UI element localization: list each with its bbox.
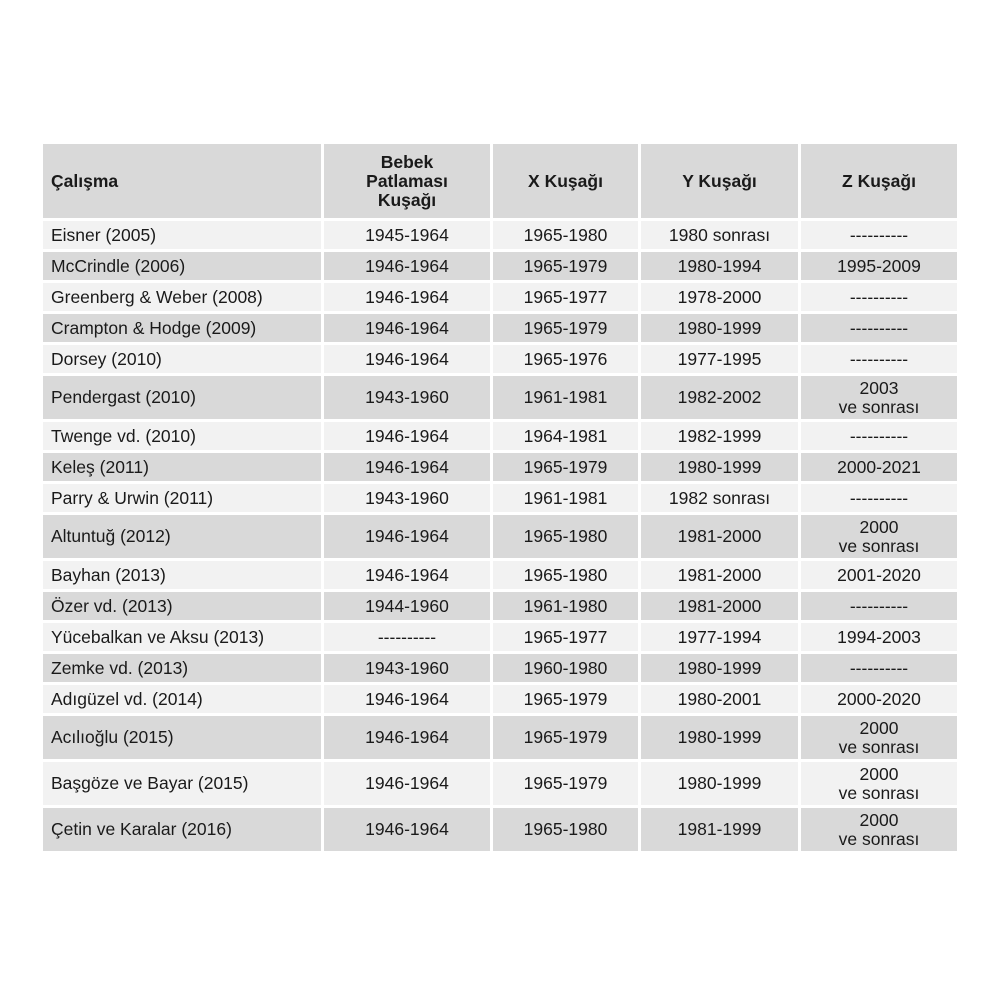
table-row — [43, 685, 957, 716]
cell-gen-x: 1965-1979 — [493, 762, 641, 808]
cell-gen-y: 1980 sonrası — [641, 221, 801, 252]
cell-study: Eisner (2005) — [43, 221, 324, 252]
cell-gen-z: 1995-2009 — [801, 252, 957, 283]
cell-gen-x: 1965-1977 — [493, 623, 641, 654]
table-row — [43, 515, 957, 561]
cell-gen-y: 1981-1999 — [641, 808, 801, 854]
cell-baby-boomers: 1946-1964 — [324, 716, 493, 762]
table-row — [43, 221, 957, 252]
cell-gen-z: 2001-2020 — [801, 561, 957, 592]
cell-study: Zemke vd. (2013) — [43, 654, 324, 685]
cell-gen-z: ---------- — [801, 654, 957, 685]
cell-study: Adıgüzel vd. (2014) — [43, 685, 324, 716]
cell-gen-x: 1961-1981 — [493, 376, 641, 422]
cell-gen-z: 2000 ve sonrası — [801, 716, 957, 762]
table-row — [43, 762, 957, 808]
cell-gen-z: ---------- — [801, 283, 957, 314]
cell-gen-x: 1965-1980 — [493, 561, 641, 592]
cell-gen-y: 1980-1999 — [641, 654, 801, 685]
cell-gen-x: 1964-1981 — [493, 422, 641, 453]
cell-gen-y: 1977-1994 — [641, 623, 801, 654]
cell-study: Greenberg & Weber (2008) — [43, 283, 324, 314]
table-row — [43, 592, 957, 623]
cell-study: Altuntuğ (2012) — [43, 515, 324, 561]
cell-baby-boomers: 1946-1964 — [324, 314, 493, 345]
cell-gen-x: 1965-1976 — [493, 345, 641, 376]
cell-study: Twenge vd. (2010) — [43, 422, 324, 453]
table-body — [43, 221, 957, 854]
cell-gen-y: 1981-2000 — [641, 561, 801, 592]
cell-study: Crampton & Hodge (2009) — [43, 314, 324, 345]
header-gen-x: X Kuşağı — [493, 144, 641, 221]
cell-study: Özer vd. (2013) — [43, 592, 324, 623]
cell-gen-y: 1978-2000 — [641, 283, 801, 314]
cell-baby-boomers: 1946-1964 — [324, 453, 493, 484]
cell-gen-z: ---------- — [801, 221, 957, 252]
cell-baby-boomers: 1946-1964 — [324, 345, 493, 376]
table-row — [43, 808, 957, 854]
cell-gen-x: 1965-1977 — [493, 283, 641, 314]
cell-gen-y: 1982-1999 — [641, 422, 801, 453]
cell-gen-x: 1961-1981 — [493, 484, 641, 515]
cell-baby-boomers: 1943-1960 — [324, 484, 493, 515]
cell-gen-z: ---------- — [801, 314, 957, 345]
cell-gen-z: 2000 ve sonrası — [801, 762, 957, 808]
header-study: Çalışma — [43, 144, 324, 221]
cell-baby-boomers: 1944-1960 — [324, 592, 493, 623]
header-gen-z: Z Kuşağı — [801, 144, 957, 221]
cell-baby-boomers: 1946-1964 — [324, 422, 493, 453]
cell-gen-x: 1965-1980 — [493, 221, 641, 252]
cell-gen-z: 1994-2003 — [801, 623, 957, 654]
cell-baby-boomers: 1946-1964 — [324, 561, 493, 592]
header-gen-y: Y Kuşağı — [641, 144, 801, 221]
cell-gen-z: 2000 ve sonrası — [801, 808, 957, 854]
cell-gen-z: ---------- — [801, 592, 957, 623]
cell-gen-z: 2000-2020 — [801, 685, 957, 716]
header-baby-boomers: Bebek Patlaması Kuşağı — [324, 144, 493, 221]
table-row — [43, 654, 957, 685]
cell-baby-boomers: 1946-1964 — [324, 762, 493, 808]
table-row — [43, 314, 957, 345]
table-header — [43, 144, 957, 221]
cell-gen-y: 1980-2001 — [641, 685, 801, 716]
cell-gen-x: 1960-1980 — [493, 654, 641, 685]
table-row — [43, 484, 957, 515]
cell-gen-x: 1965-1980 — [493, 515, 641, 561]
cell-gen-x: 1965-1979 — [493, 716, 641, 762]
cell-gen-y: 1977-1995 — [641, 345, 801, 376]
cell-gen-y: 1980-1999 — [641, 314, 801, 345]
cell-gen-x: 1965-1980 — [493, 808, 641, 854]
table-row — [43, 252, 957, 283]
cell-gen-z: ---------- — [801, 484, 957, 515]
cell-gen-y: 1980-1999 — [641, 453, 801, 484]
cell-gen-z: 2003 ve sonrası — [801, 376, 957, 422]
cell-gen-y: 1980-1999 — [641, 762, 801, 808]
cell-gen-x: 1965-1979 — [493, 252, 641, 283]
cell-gen-z: ---------- — [801, 345, 957, 376]
cell-study: Pendergast (2010) — [43, 376, 324, 422]
cell-gen-y: 1980-1999 — [641, 716, 801, 762]
cell-gen-z: ---------- — [801, 422, 957, 453]
cell-baby-boomers: 1945-1964 — [324, 221, 493, 252]
table-row — [43, 561, 957, 592]
cell-study: Başgöze ve Bayar (2015) — [43, 762, 324, 808]
table-row — [43, 345, 957, 376]
header-row — [43, 144, 957, 221]
table-row — [43, 422, 957, 453]
table-row — [43, 623, 957, 654]
cell-baby-boomers: 1943-1960 — [324, 376, 493, 422]
cell-baby-boomers: 1946-1964 — [324, 808, 493, 854]
cell-gen-x: 1965-1979 — [493, 685, 641, 716]
cell-gen-x: 1965-1979 — [493, 453, 641, 484]
cell-study: Dorsey (2010) — [43, 345, 324, 376]
cell-gen-x: 1961-1980 — [493, 592, 641, 623]
table-row — [43, 376, 957, 422]
table-row — [43, 453, 957, 484]
cell-study: McCrindle (2006) — [43, 252, 324, 283]
cell-baby-boomers: ---------- — [324, 623, 493, 654]
cell-gen-y: 1980-1994 — [641, 252, 801, 283]
cell-study: Bayhan (2013) — [43, 561, 324, 592]
cell-study: Keleş (2011) — [43, 453, 324, 484]
cell-study: Acılıoğlu (2015) — [43, 716, 324, 762]
cell-gen-x: 1965-1979 — [493, 314, 641, 345]
cell-study: Parry & Urwin (2011) — [43, 484, 324, 515]
cell-baby-boomers: 1946-1964 — [324, 685, 493, 716]
cell-gen-y: 1981-2000 — [641, 515, 801, 561]
cell-gen-z: 2000 ve sonrası — [801, 515, 957, 561]
cell-study: Yücebalkan ve Aksu (2013) — [43, 623, 324, 654]
cell-gen-y: 1981-2000 — [641, 592, 801, 623]
cell-gen-z: 2000-2021 — [801, 453, 957, 484]
generations-table — [43, 144, 957, 854]
cell-gen-y: 1982 sonrası — [641, 484, 801, 515]
table-row — [43, 283, 957, 314]
cell-baby-boomers: 1946-1964 — [324, 252, 493, 283]
cell-baby-boomers: 1946-1964 — [324, 515, 493, 561]
cell-baby-boomers: 1946-1964 — [324, 283, 493, 314]
cell-baby-boomers: 1943-1960 — [324, 654, 493, 685]
cell-gen-y: 1982-2002 — [641, 376, 801, 422]
cell-study: Çetin ve Karalar (2016) — [43, 808, 324, 854]
table-row — [43, 716, 957, 762]
